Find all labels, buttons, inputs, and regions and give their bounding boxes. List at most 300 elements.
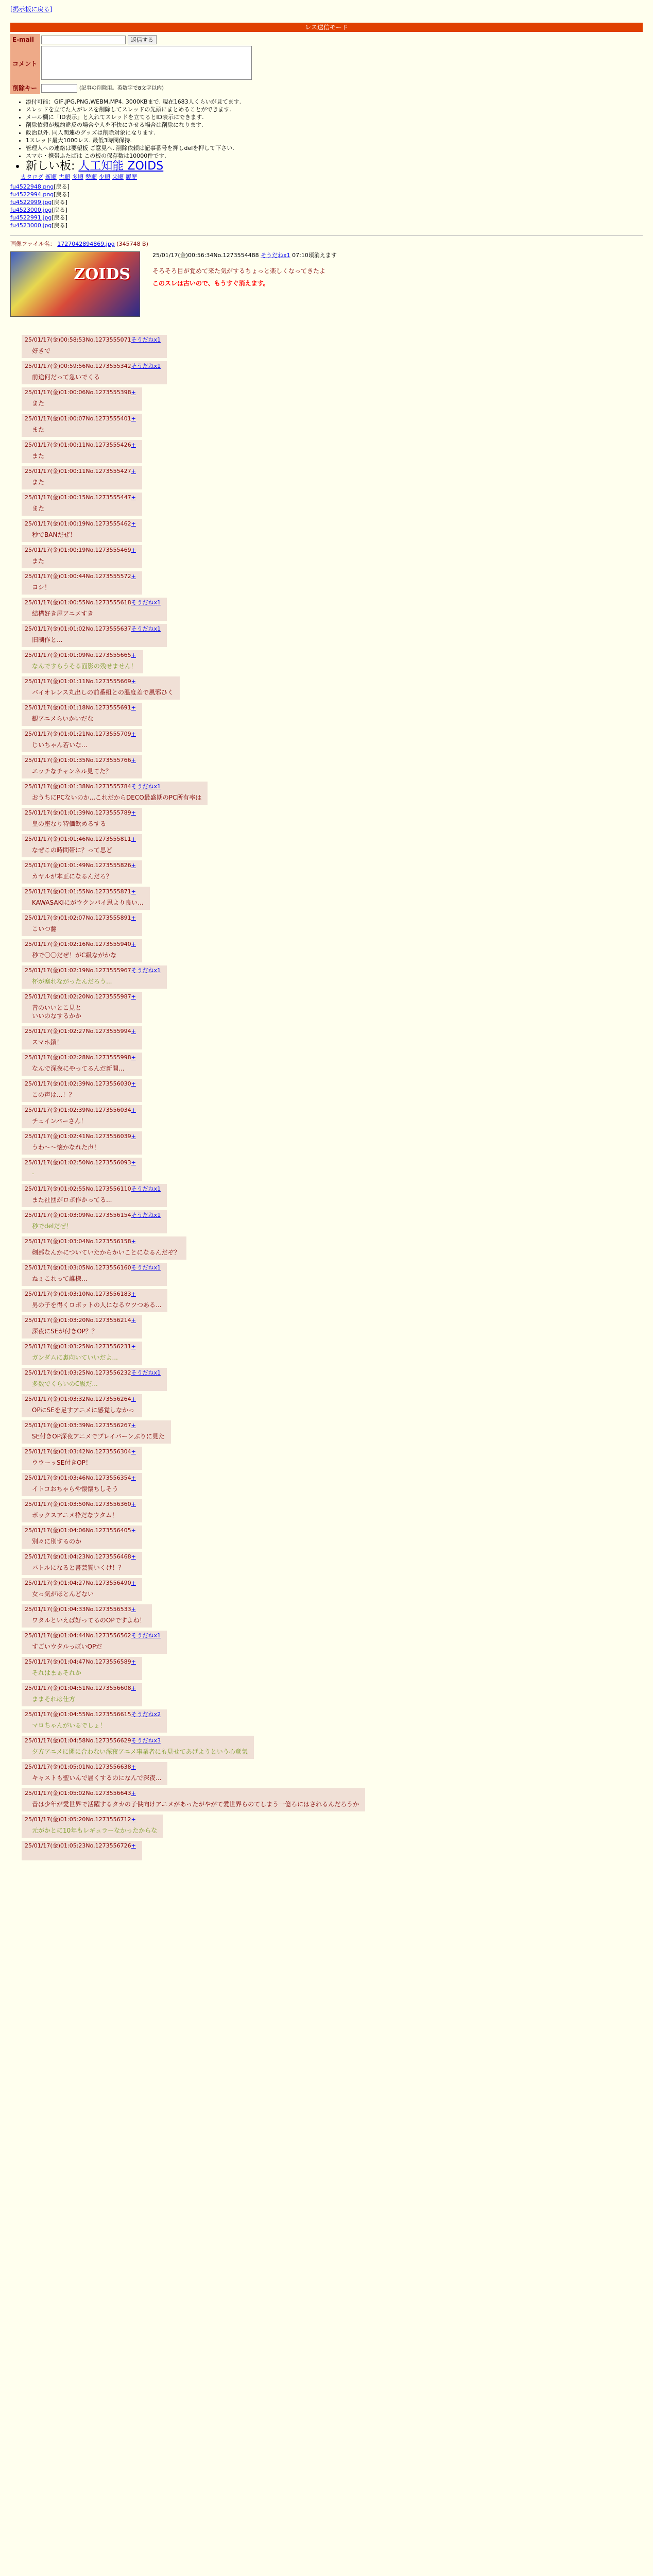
sodane-button[interactable]: そうだねx1: [131, 1185, 161, 1192]
reply-post-meta: 25/01/17(金)00:58:53No.1273555071: [25, 336, 131, 343]
sodane-button[interactable]: +: [131, 914, 136, 921]
sodane-button[interactable]: +: [131, 1580, 136, 1586]
sodane-button[interactable]: そうだねx1: [131, 363, 161, 369]
reply-post: [22, 414, 142, 437]
sodane-button[interactable]: +: [131, 704, 136, 711]
reply-post: [22, 1709, 167, 1733]
reply-text: キャストも聖いんで届くするのになんで深夜...: [32, 1774, 162, 1782]
file-back-link[interactable]: [戻る]: [51, 199, 67, 206]
file-back-link[interactable]: [戻る]: [54, 183, 70, 190]
reply-meta: [25, 1316, 136, 1324]
reply-meta: [25, 1553, 136, 1561]
reply-post: [22, 440, 142, 463]
sodane-button[interactable]: +: [131, 1842, 136, 1849]
reply-text: 観アニメらいかいだな: [32, 715, 94, 722]
reply-row: [10, 702, 643, 728]
file-link[interactable]: fu4522994.png: [10, 191, 54, 198]
reply-text: また: [32, 452, 45, 460]
reply-post-meta: 25/01/17(金)01:04:58No.1273556629: [25, 1737, 131, 1744]
sort-link[interactable]: 来順: [112, 174, 124, 180]
reply-post: [22, 676, 180, 700]
reply-text: 好きで: [32, 347, 51, 354]
file-links: [10, 183, 643, 229]
reply-text: KAWASAKIにがウクンパイ思より良い...: [32, 899, 144, 906]
reply-text: ガンダムに裏向いていいだよ...: [32, 1354, 118, 1361]
reply-post-meta: 25/01/17(金)01:00:11No.1273555427: [25, 468, 131, 474]
reply-mode-bar: レス送信モード: [10, 23, 643, 32]
sodane-button[interactable]: +: [131, 1501, 136, 1507]
reply-post: [22, 571, 142, 595]
headline-prefix: 新しい板:: [26, 160, 75, 173]
reply-row: [10, 1577, 643, 1603]
reply-meta: [25, 1737, 248, 1744]
reply-post: [22, 1736, 254, 1759]
reply-text: -: [32, 1170, 35, 1177]
reply-text: 夕方アニメに関に合わない深夜アニメ事業者にも見せてあげようという心意気: [32, 1748, 248, 1755]
sodane-button[interactable]: +: [131, 1080, 136, 1087]
reply-post-meta: 25/01/17(金)01:02:28No.1273555998: [25, 1054, 131, 1061]
email-label: E-mail: [10, 34, 40, 45]
sodane-button[interactable]: +: [131, 993, 136, 1000]
sodane-button[interactable]: +: [131, 1685, 136, 1691]
sodane-button[interactable]: +: [131, 1343, 136, 1350]
op-post-meta: 25/01/17(金)00:56:34No.1273554488: [152, 252, 259, 259]
sodane-button[interactable]: +: [131, 1527, 136, 1534]
reply-post-meta: 25/01/17(金)01:00:19No.1273555469: [25, 547, 131, 553]
reply-row: [10, 334, 643, 360]
sodane-button[interactable]: +: [131, 547, 136, 553]
sodane-button[interactable]: +: [131, 809, 136, 816]
reply-text: おうちにPCないのか...これだからDECO最盛期のPC所有率は: [32, 794, 202, 801]
reply-meta: [25, 861, 136, 869]
sodane-button[interactable]: +: [131, 652, 136, 658]
reply-text: 結構好き屋アニメすき: [32, 610, 94, 617]
reply-row: [10, 1157, 643, 1183]
reply-text: エッチなチャンネル見てた？: [32, 768, 112, 775]
sodane-button[interactable]: +: [131, 1764, 136, 1770]
reply-row: [10, 1025, 643, 1052]
sodane-button[interactable]: +: [131, 941, 136, 947]
delete-key-field[interactable]: [41, 84, 77, 93]
sodane-button[interactable]: そうだねx1: [131, 967, 161, 974]
sodane-button[interactable]: そうだねx1: [131, 599, 161, 606]
sodane-button[interactable]: +: [131, 1790, 136, 1797]
reply-row: [10, 1840, 643, 1862]
sodane-button[interactable]: +: [131, 1816, 136, 1823]
reply-row: [10, 623, 643, 649]
reply-row: [10, 1419, 643, 1446]
file-link-row: [10, 191, 643, 198]
op-file-link[interactable]: 1727042894869.jpg: [57, 241, 115, 247]
board-rules: [10, 98, 643, 160]
reply-post: [22, 1368, 167, 1391]
reply-text: 杯が塞れながったんだろう...: [32, 978, 112, 985]
reply-text: それはまぁそれか: [32, 1669, 82, 1676]
reply-meta: [25, 1842, 136, 1850]
sodane-button[interactable]: +: [131, 1422, 136, 1429]
rule-item: • 政治以外. 同人関連のグッズは削除対象になります.: [26, 129, 643, 137]
reply-post-meta: 25/01/17(金)01:02:16No.1273555940: [25, 941, 131, 947]
reply-post: [22, 1683, 142, 1706]
reply-list: [10, 334, 643, 1862]
reply-text: また: [32, 426, 45, 433]
sodane-button[interactable]: +: [131, 1606, 136, 1613]
reply-post-meta: 25/01/17(金)01:04:47No.1273556589: [25, 1658, 131, 1665]
reply-post: [22, 598, 167, 621]
sodane-button[interactable]: +: [131, 1133, 136, 1140]
reply-row: [10, 386, 643, 413]
reply-meta: [25, 1527, 136, 1534]
reply-post-meta: 25/01/17(金)01:03:46No.1273556354: [25, 1475, 131, 1481]
reply-post: [22, 1604, 152, 1628]
sodane-button[interactable]: そうだねx1: [131, 1264, 161, 1271]
reply-row: [10, 754, 643, 781]
sodane-button[interactable]: +: [131, 1291, 136, 1297]
reply-text: スマホ鎖！: [32, 1039, 63, 1046]
op-expire: 07:10頃消えます: [292, 252, 337, 259]
sodane-button[interactable]: +: [131, 389, 136, 396]
sort-link[interactable]: 古順: [59, 174, 70, 180]
reply-row: [10, 1130, 643, 1157]
reply-post-meta: 25/01/17(金)01:04:27No.1273556490: [25, 1580, 131, 1586]
reply-row: [10, 1183, 643, 1209]
reply-meta: [25, 1710, 161, 1718]
rule-item: • 管理人への連絡は要望板 ご意見へ. 削除依頼は記事番号を押しdelを押して下さい.: [26, 144, 643, 152]
reply-meta: [25, 1421, 165, 1429]
file-link[interactable]: fu4522991.jpg: [10, 214, 52, 221]
rule-item: • 1スレッド最大1000レス. 最低3時間保持.: [26, 137, 643, 144]
reply-form: [10, 34, 253, 94]
reply-meta: [25, 993, 136, 1001]
reply-text: また: [32, 479, 45, 486]
reply-post-meta: 25/01/17(金)01:03:42No.1273556304: [25, 1448, 131, 1455]
file-back-link[interactable]: [戻る]: [51, 207, 67, 213]
reply-row: [10, 439, 643, 465]
reply-post: [22, 887, 150, 910]
reply-meta: [25, 1579, 136, 1587]
reply-row: [10, 1603, 643, 1630]
reply-text: 旧制作と...: [32, 636, 63, 643]
reply-text: イトコおちゃらや懐懐ちしそう: [32, 1485, 118, 1493]
reply-post: [22, 965, 167, 989]
reply-post-meta: 25/01/17(金)01:01:02No.1273555637: [25, 625, 131, 632]
sodane-button[interactable]: そうだねx3: [131, 1737, 161, 1744]
reply-meta: [25, 572, 136, 580]
reply-row: [10, 492, 643, 518]
reply-text: 剣部なんかについていたからかいことになるんだぞ？: [32, 1249, 180, 1256]
reply-post-meta: 25/01/17(金)01:03:25No.1273556232: [25, 1369, 131, 1376]
reply-row: [10, 570, 643, 597]
reply-post: [22, 808, 142, 831]
reply-meta: [25, 1369, 161, 1377]
reply-row: [10, 886, 643, 912]
reply-text: 秒でdelだぜ！: [32, 1223, 73, 1230]
reply-row: [10, 518, 643, 544]
reply-row: [10, 1498, 643, 1524]
reply-post-meta: 25/01/17(金)01:02:50No.1273556093: [25, 1159, 131, 1166]
reply-post-meta: 25/01/17(金)01:02:20No.1273555987: [25, 993, 131, 1000]
reply-post: [22, 335, 167, 358]
sodane-button[interactable]: そうだねx1: [131, 625, 161, 632]
reply-meta: [25, 1343, 136, 1350]
reply-post-meta: 25/01/17(金)01:04:51No.1273556608: [25, 1685, 131, 1691]
reply-post-meta: 25/01/17(金)01:02:07No.1273555891: [25, 914, 131, 921]
reply-meta: [25, 467, 136, 475]
sodane-button[interactable]: +: [131, 520, 136, 527]
reply-meta: [25, 756, 136, 764]
reply-post-meta: 25/01/17(金)01:01:35No.1273555766: [25, 757, 131, 764]
sodane-button[interactable]: +: [131, 1107, 136, 1113]
reply-post-meta: 25/01/17(金)01:03:32No.1273556264: [25, 1396, 131, 1402]
reply-post: [22, 939, 142, 962]
op-text: そろそろ目が覚めて来た気がするちょっと楽しくなってきたよ: [152, 267, 326, 275]
reply-row: [10, 1524, 643, 1551]
reply-row: [10, 1314, 643, 1341]
reply-text: じいちゃん若いな...: [32, 741, 88, 749]
reply-post-meta: 25/01/17(金)01:03:04No.1273556158: [25, 1238, 131, 1245]
sodane-button[interactable]: +: [131, 1396, 136, 1402]
reply-post-meta: 25/01/17(金)01:01:55No.1273555871: [25, 888, 131, 895]
reply-post-meta: 25/01/17(金)01:05:23No.1273556726: [25, 1842, 131, 1849]
reply-meta: [25, 1080, 136, 1088]
reply-post-meta: 25/01/17(金)01:02:55No.1273556110: [25, 1185, 131, 1192]
reply-post: [22, 1788, 365, 1811]
reply-meta: [25, 914, 136, 922]
reply-post-meta: 25/01/17(金)01:01:49No.1273555826: [25, 862, 131, 869]
sodane-button[interactable]: +: [131, 494, 136, 501]
reply-text: ままそれは仕方: [32, 1696, 76, 1703]
sodane-button[interactable]: そうだねx1: [131, 1369, 161, 1376]
reply-post-meta: 25/01/17(金)01:04:44No.1273556562: [25, 1632, 131, 1639]
reply-post-meta: 25/01/17(金)01:00:15No.1273555447: [25, 494, 131, 501]
reply-meta: [25, 1605, 146, 1613]
new-board-headline: [26, 160, 643, 173]
reply-post-meta: 25/01/17(金)01:01:46No.1273555811: [25, 836, 131, 842]
reply-post: [22, 650, 143, 673]
reply-meta: [25, 1816, 157, 1823]
file-link[interactable]: fu4522948.png: [10, 183, 54, 190]
reply-meta: [25, 388, 136, 396]
reply-meta: [25, 441, 136, 449]
file-link-row: [10, 183, 643, 191]
reply-post: [22, 1473, 142, 1496]
reply-text: 前途何だって急いでくる: [32, 374, 100, 381]
reply-row: [10, 781, 643, 807]
file-link[interactable]: fu4523000.jpg: [10, 207, 52, 213]
reply-post: [22, 913, 142, 936]
reply-text: バトルになると書芸質いくけ！？: [32, 1564, 125, 1571]
reply-post-meta: 25/01/17(金)01:00:44No.1273555572: [25, 573, 131, 580]
reply-row: [10, 1787, 643, 1814]
comment-label: コメント: [10, 45, 40, 82]
sort-link[interactable]: 新順: [45, 174, 57, 180]
sodane-button[interactable]: +: [131, 415, 136, 422]
sodane-button[interactable]: +: [131, 862, 136, 869]
file-back-link[interactable]: [戻る]: [51, 222, 67, 229]
sodane-button[interactable]: +: [131, 1317, 136, 1324]
reply-post: [22, 1079, 142, 1102]
sodane-button[interactable]: +: [131, 573, 136, 580]
reply-meta: [25, 546, 136, 554]
file-link-row: [10, 198, 643, 206]
reply-meta: [25, 940, 136, 948]
reply-post: [22, 493, 142, 516]
reply-post-meta: 25/01/17(金)01:00:55No.1273555618: [25, 599, 131, 606]
reply-post-meta: 25/01/17(金)01:04:23No.1273556468: [25, 1553, 131, 1560]
reply-post: [22, 1315, 142, 1338]
sodane-button[interactable]: +: [131, 1054, 136, 1061]
reply-meta: [25, 1264, 161, 1272]
headline-link[interactable]: 人工知能 ZOIDS: [78, 160, 164, 173]
sodane-button[interactable]: +: [131, 1238, 136, 1245]
sodane-button[interactable]: そうだねx1: [131, 1632, 161, 1639]
reply-post: [22, 1841, 142, 1860]
reply-post: [22, 1105, 142, 1128]
sodane-button[interactable]: +: [131, 442, 136, 448]
thread-separator: [10, 235, 643, 236]
sodane-button[interactable]: +: [131, 1553, 136, 1560]
sort-link[interactable]: 少順: [99, 174, 110, 180]
reply-meta: [25, 1448, 136, 1455]
reply-text: ワタルといえば好ってるのOPですよね！: [32, 1617, 146, 1624]
delete-key-note: (記事の削除用。英数字で8文字以内): [79, 86, 164, 91]
sodane-button[interactable]: そうだねx1: [131, 783, 161, 790]
sodane-button[interactable]: +: [131, 836, 136, 842]
sort-link[interactable]: 履歴: [126, 174, 137, 180]
file-link-row: [10, 214, 643, 222]
sodane-button[interactable]: +: [131, 731, 136, 737]
reply-post-meta: 25/01/17(金)01:02:19No.1273555967: [25, 967, 131, 974]
reply-post: [22, 466, 142, 489]
reply-meta: [25, 1684, 136, 1692]
reply-row: [10, 360, 643, 386]
reply-post: [22, 1552, 142, 1575]
reply-row: [10, 1814, 643, 1840]
reply-post-meta: 25/01/17(金)01:03:25No.1273556231: [25, 1343, 131, 1350]
reply-meta: [25, 415, 136, 422]
reply-meta: [25, 704, 136, 711]
sodane-button[interactable]: +: [131, 1658, 136, 1665]
reply-text: ボックスアニメ枠だなウタム！: [32, 1512, 118, 1519]
reply-post: [22, 834, 142, 857]
reply-row: [10, 1235, 643, 1262]
thumbnail-logo: ZOIDS: [74, 265, 130, 283]
reply-text: 皇の座なり特価飲めるする: [32, 820, 107, 827]
back-to-board-link[interactable]: [掲示板に戻る]: [10, 6, 53, 13]
sodane-button[interactable]: +: [131, 888, 136, 895]
submit-reply-button[interactable]: 返信する: [128, 35, 157, 44]
reply-post: [22, 1631, 167, 1654]
sodane-button[interactable]: そうだねx1: [131, 336, 161, 343]
reply-meta: [25, 520, 136, 528]
reply-meta: [25, 730, 136, 738]
reply-row: [10, 1630, 643, 1656]
rule-item: • スマホ・携帯ふたばは この板の保存数は10000件です.: [26, 152, 643, 160]
reply-post: [22, 1236, 186, 1260]
reply-post: [22, 755, 142, 778]
reply-text: なんですらうそる面影の残せません！: [32, 663, 138, 670]
reply-post-meta: 25/01/17(金)01:02:39No.1273556030: [25, 1080, 131, 1087]
file-back-link[interactable]: [戻る]: [51, 214, 67, 221]
reply-row: [10, 1288, 643, 1314]
reply-post: [22, 1578, 142, 1601]
sodane-button[interactable]: +: [131, 468, 136, 474]
sodane-button[interactable]: +: [131, 1159, 136, 1166]
op-sodane-button[interactable]: そうだねx1: [261, 252, 290, 259]
reply-row: [10, 1735, 643, 1761]
reply-meta: [25, 1632, 161, 1639]
reply-post: [22, 1053, 142, 1076]
file-link[interactable]: fu4522999.jpg: [10, 199, 52, 206]
email-field[interactable]: [41, 36, 126, 44]
reply-text: 秒で〇〇だぜ！がC級ながかな: [32, 952, 117, 959]
delete-key-label: 削除キー: [10, 82, 40, 94]
reply-text: マロちゃんがいるでしょ！: [32, 1722, 106, 1729]
reply-post-meta: 25/01/17(金)01:02:27No.1273555994: [25, 1028, 131, 1035]
reply-text: 別々に別するのか: [32, 1538, 82, 1545]
reply-meta: [25, 494, 136, 501]
rule-item: • 添付可能：GIF,JPG,PNG,WEBM,MP4. 3000KBまで. 現在1683人くらいが見てます.: [26, 98, 643, 106]
reply-post: [22, 1342, 142, 1365]
reply-post-meta: 25/01/17(金)01:04:06No.1273556405: [25, 1527, 131, 1534]
file-link[interactable]: fu4523000.jpg: [10, 222, 52, 229]
reply-row: [10, 938, 643, 964]
reply-post: [22, 519, 142, 542]
op-file-line: [10, 240, 643, 248]
comment-textarea[interactable]: [41, 46, 252, 80]
reply-meta: [25, 1185, 161, 1193]
sodane-button[interactable]: そうだねx1: [131, 1212, 161, 1218]
sodane-button[interactable]: +: [131, 1448, 136, 1455]
reply-text: 多数でくらいのC級だ...: [32, 1380, 98, 1387]
reply-post: [22, 1026, 142, 1049]
reply-row: [10, 1052, 643, 1078]
reply-row: [10, 1472, 643, 1498]
rule-item: • メール欄に「ID表示」と入れてスレッドを立てるとID表示にできます.: [26, 113, 643, 121]
reply-row: [10, 1104, 643, 1130]
file-back-link[interactable]: [戻る]: [54, 191, 70, 198]
sort-link[interactable]: 勢順: [85, 174, 97, 180]
reply-text: ウウーッSE付きOP！: [32, 1459, 92, 1466]
reply-text: 昔のいいとこ見と いいのなするかか: [32, 1004, 82, 1020]
reply-text: チェインバーさん！: [32, 1117, 87, 1125]
reply-text: 元がかとに10年もレギュラーなかったからな: [32, 1827, 158, 1834]
reply-text: 女っ気がほとんどない: [32, 1590, 94, 1598]
reply-post-meta: 25/01/17(金)01:01:09No.1273555665: [25, 652, 131, 658]
reply-row: [10, 1708, 643, 1735]
sodane-button[interactable]: そうだねx2: [131, 1711, 161, 1718]
reply-post-meta: 25/01/17(金)01:03:05No.1273556160: [25, 1264, 131, 1271]
reply-text: また: [32, 400, 45, 407]
sodane-button[interactable]: +: [131, 1475, 136, 1481]
sort-link[interactable]: カタログ: [21, 174, 43, 180]
sodane-button[interactable]: +: [131, 757, 136, 764]
sodane-button[interactable]: +: [131, 678, 136, 685]
rule-item: • スレッドを立てた人がレスを削除してスレッドの先頭にまとめることができます.: [26, 106, 643, 113]
reply-text: また: [32, 505, 45, 512]
reply-post-meta: 25/01/17(金)01:01:38No.1273555784: [25, 783, 131, 790]
reply-post-meta: 25/01/17(金)01:03:09No.1273556154: [25, 1212, 131, 1218]
reply-text: すごいウタルっぽいOPだ: [32, 1643, 102, 1650]
op-thumbnail[interactable]: [10, 251, 140, 317]
reply-row: [10, 991, 643, 1025]
file-link-row: [10, 222, 643, 229]
reply-meta: [25, 1290, 161, 1298]
reply-post-meta: 25/01/17(金)01:03:39No.1273556267: [25, 1422, 131, 1429]
reply-post: [22, 860, 142, 884]
sort-link[interactable]: 多順: [72, 174, 83, 180]
sodane-button[interactable]: +: [131, 1028, 136, 1035]
